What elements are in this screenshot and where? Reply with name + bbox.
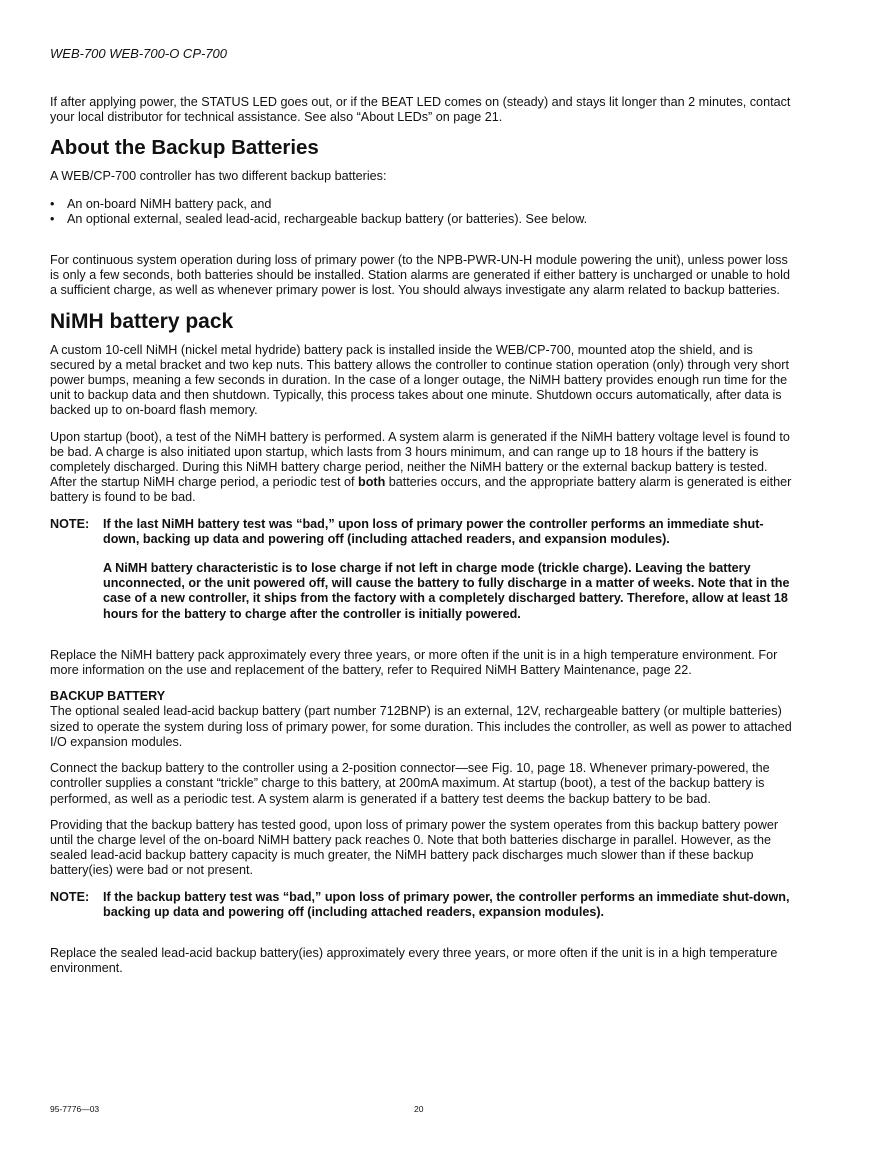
footer-doc-number: 95-7776—03: [50, 1104, 100, 1114]
note-paragraph: If the last NiMH battery test was “bad,” upon loss of primary power the controller performs an immediate shut-down, backing up data and powering off (including attached readers, and expansion modules).: [103, 516, 764, 546]
emphasis-both: both: [358, 475, 386, 490]
text-run: batteries occurs, and the appropriate battery alarm is generated is either battery is found to be bad.: [50, 475, 792, 505]
nimh-replace-paragraph: Replace the NiMH battery pack approximately every three years, or more often if the unit is in a high temperature environment. For more information on the use and replacement of the battery, refer to Required NiMH Battery Maintenance, page 22.: [50, 647, 778, 678]
list-item: • An optional external, sealed lead-acid, rechargeable backup battery (or batteries). See below.: [50, 212, 792, 227]
note-paragraph: If the backup battery test was “bad,” upon loss of primary power, the controller performs an immediate shut-down, backing up data and powering off (including attached readers, expansion modules).: [103, 889, 790, 919]
battery-type-list: [50, 197, 792, 227]
nimh-note: [50, 517, 792, 636]
continuous-operation-paragraph: For continuous system operation during loss of primary power (to the NPB-PWR-UN-H module powering the unit), unless power loss is only a few seconds, both batteries should be installed. Station alarms are generated if either battery is uncharged or unable to hold a sufficient charge, as well as whenever primary power is lost. You should always investigate any alarm related to backup batteries.: [50, 253, 790, 298]
list-item: • An on-board NiMH battery pack, and: [50, 197, 792, 212]
backup-intro-paragraph: A WEB/CP-700 controller has two different backup batteries:: [50, 169, 387, 184]
page-content: [50, 95, 792, 987]
backup-battery-subhead: BACKUP BATTERY: [50, 689, 166, 704]
note-body: [103, 890, 792, 934]
backup-replace-paragraph: Replace the sealed lead-acid backup battery(ies) approximately every three years, or more often if the unit is in a high temperature environment.: [50, 945, 778, 976]
backup-connect-paragraph: Connect the backup battery to the controller using a 2-position connector—see Fig. 10, page 18. Whenever primary-powered, the controller supplies a constant “trickle” charge to this battery, at 200mA maximum. At startup (boot), a test of the backup battery is performed, as well as a periodic test. A system alarm is generated if a battery test deems the backup battery to be bad.: [50, 761, 770, 806]
note-body: [103, 517, 792, 636]
note-label: NOTE:: [50, 516, 90, 531]
intro-paragraph: If after applying power, the STATUS LED goes out, or if the BEAT LED comes on (steady) and stays lit longer than 2 minutes, contact your local distributor for technical assistance. See also “About LEDs” on page 21.: [50, 95, 791, 125]
section-title-backup-batteries: About the Backup Batteries: [50, 136, 319, 160]
note-label: NOTE:: [50, 889, 90, 904]
nimh-startup-paragraph: [50, 430, 792, 506]
nimh-description-paragraph: A custom 10-cell NiMH (nickel metal hydride) battery pack is installed inside the WEB/CP-700, mounted atop the shield, and is secured by a metal bracket and two kep nuts. This battery allows the controller to continue station operation (only) through very short power bumps, meaning a few seconds in duration. In the case of a longer outage, the NiMH battery provides enough run time for the unit to backup data and then shutdown. Typically, this process takes about one minute. Shutdown occurs automatically, after data is backed up to on-board flash memory.: [50, 342, 789, 418]
note-paragraph: A NiMH battery characteristic is to lose charge if not left in charge mode (trickle charge). Leaving the battery unconnected, or the unit powered off, will cause the battery to fully discharge in a matter of weeks. Note that in the case of a new controller, it ships from the factory with a completely discharged battery. Therefore, allow at least 18 hours for the battery to charge after the controller is initially powered.: [103, 561, 790, 621]
section-title-nimh: NiMH battery pack: [50, 309, 234, 333]
text-run: Upon startup (boot), a test of the NiMH battery is performed. A system alarm is generated if the NiMH battery voltage level is found to be bad. A charge is also initiated upon startup, which lasts from 3 hours minimum, and can range up to 18 hours if the battery is completely discharged. During this NiMH battery charge period, neither the NiMH battery or the external backup battery is tested. After the startup NiMH charge period, a periodic test of: [50, 429, 790, 490]
backup-note: [50, 890, 792, 934]
footer-page-number: 20: [414, 1104, 424, 1114]
backup-operation-paragraph: Providing that the backup battery has tested good, upon loss of primary power the system operates from this backup battery power until the charge level of the on-board NiMH battery pack reaches 0. Note that both batteries discharge in parallel. However, as the sealed lead-acid backup battery capacity is much greater, the NiMH battery pack discharges much slower than if these backup battery(ies) were bad or not present.: [50, 817, 779, 878]
backup-battery-paragraph: The optional sealed lead-acid backup battery (part number 712BNP) is an external, 12V, rechargeable battery (or multiple batteries) sized to operate the system during loss of primary power, for some duration. This includes the controller, as well as power to attached I/O expansion modules.: [50, 704, 792, 749]
running-header: WEB-700 WEB-700-O CP-700: [50, 46, 228, 61]
